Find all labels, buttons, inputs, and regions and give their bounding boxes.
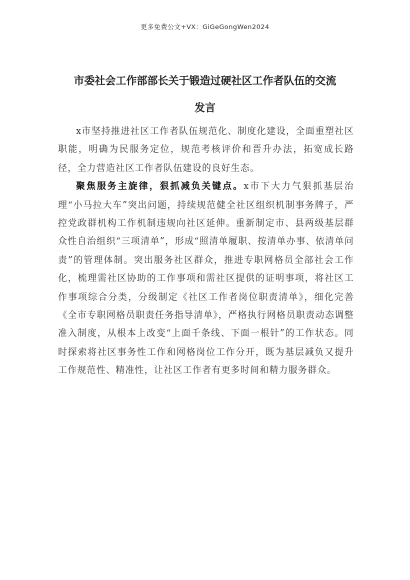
paragraph-2	[58, 178, 354, 380]
title-line-1: 市委社会工作部部长关于锻造过硬社区工作者队伍的交流	[73, 75, 337, 87]
title-line-2: 发言	[194, 102, 216, 114]
header-note: 更多免费公文+VX：GiGeGongWen2024	[140, 23, 270, 31]
paragraph-2-lead: 聚焦服务主旋律，狠抓减负关键点。	[76, 182, 244, 193]
document-title	[40, 68, 370, 122]
paragraph-2-body: x市下大力气狠抓基层治理“小马拉大车”突出问题，持续规范健全社区组织机制事务牌子，严控党政群机构工作机制违规向社区延伸。重新制定市、县两级基层群众性自治组织“三项清单”，形成“照清单履职、按清单办事、依清单问责”的管理体制。突出服务社区群众，推进专职网格员全部社会工作化，梳理需社区协助的工作事项和需社区提供的证明事项，将社区工作事项综合分类，分级制定《社区工作者岗位职责清单》，细化完善《全市专职网格员职责任务指导清单》，严格执行网格员职责动态调整准入制度，从根本上改变“上面千条线、下面一根针”的工作状态。同时探索将社区事务性工作和网格岗位工作分开，既为基层减负又提升工作规范性、精准性，让社区工作者有更多时间和精力服务群众。	[58, 182, 354, 377]
document-body	[58, 123, 354, 381]
paragraph-1: x市坚持推进社区工作者队伍规范化、制度化建设，全面重塑社区职能，明确为民服务定位，规范考核评价和晋升办法，拓宽成长路径，全力营造社区工作者队伍建设的良好生态。	[58, 127, 354, 174]
